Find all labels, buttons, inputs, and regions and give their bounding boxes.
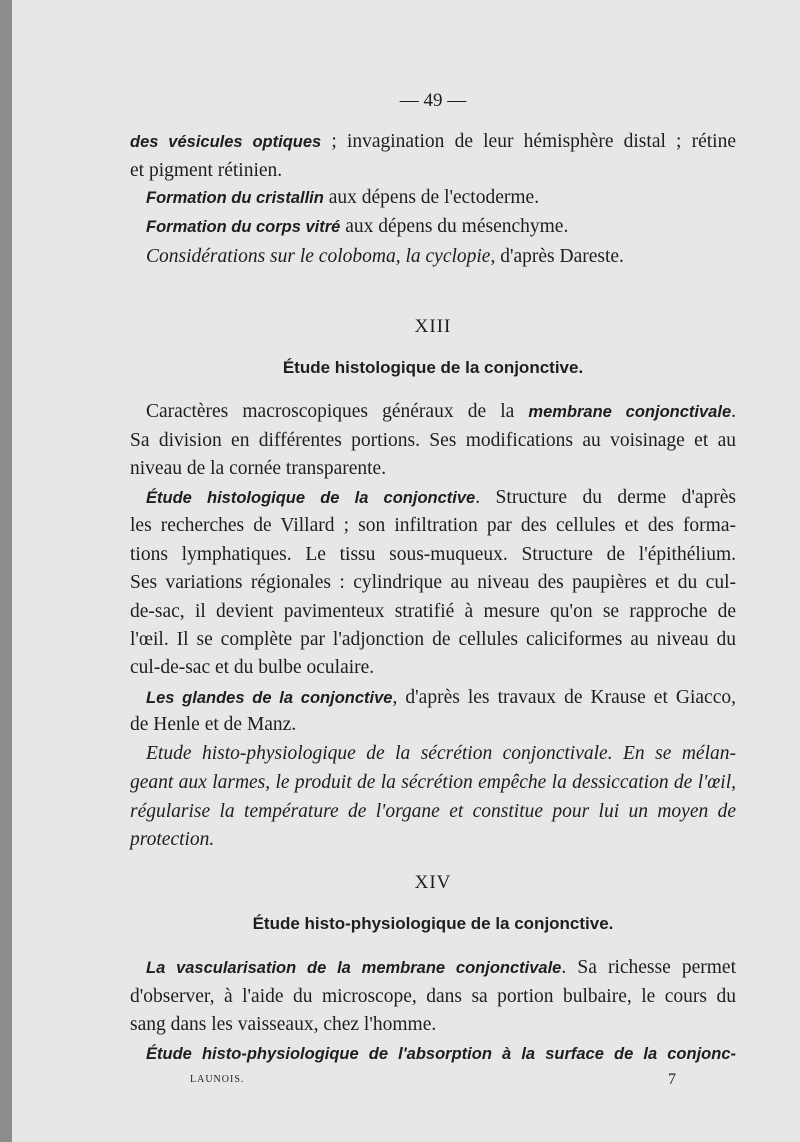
text-line: l'œil. Il se complète par l'adjonction de cellules caliciformes au niveau du	[130, 629, 736, 650]
text-run: . Structure du derme d'après	[475, 487, 736, 508]
text-line: tions lymphatiques. Le tissu sous-muqueux. Structure de l'épithélium.	[130, 544, 736, 565]
italic-term: Considérations sur le coloboma, la cyclopie	[146, 246, 491, 267]
text-line	[130, 400, 736, 424]
text-line: Sa division en différentes portions. Ses modifications au voisinage et au	[130, 430, 736, 451]
section-title: Étude histologique de la conjonctive.	[282, 358, 584, 377]
section-number: XIV	[414, 872, 452, 893]
bold-italic-term: Étude histologique de la conjonctive	[146, 489, 476, 507]
section-number: XIII	[414, 316, 452, 337]
text-run: , d'après Dareste.	[490, 246, 624, 267]
bold-italic-term: Formation du corps vitré	[146, 218, 341, 236]
text-line: de Henle et de Manz.	[130, 714, 297, 735]
text-line: geant aux larmes, le produit de la sécrétion empêche la dessiccation de l'œil,	[130, 772, 736, 793]
bold-italic-term: Formation du cristallin	[146, 189, 324, 207]
bold-italic-term: Les glandes de la conjonctive	[146, 689, 393, 707]
text-run: ; invagination de leur hémisphère distal ; rétine	[321, 131, 737, 152]
text-run: , d'après les travaux de Krause et Giacco,	[392, 687, 736, 708]
text-line: et pigment rétinien.	[130, 160, 283, 181]
text-line: Étude histo-physiologique de l'absorption à la surface de la conjonc-	[146, 1045, 736, 1063]
text-line: cul-de-sac et du bulbe oculaire.	[130, 657, 375, 678]
bold-italic-term: membrane conjonctivale	[528, 403, 732, 421]
text-run: Caractères macroscopiques généraux de la	[146, 401, 529, 422]
text-line: régularise la température de l'organe et constitue pour lui un moyen de	[130, 801, 736, 822]
text-line: de-sac, il devient pavimenteux stratifié à mesure qu'on se rapproche de	[130, 601, 736, 622]
text-line: protection.	[130, 829, 215, 850]
text-line	[130, 486, 736, 510]
text-line: niveau de la cornée transparente.	[130, 458, 387, 479]
text-line	[130, 130, 736, 154]
text-line	[130, 215, 736, 239]
section-title: Étude histo-physiologique de la conjonctive.	[252, 914, 614, 933]
text-run: . Sa richesse permet	[561, 957, 736, 978]
text-run: aux dépens du mésenchyme.	[340, 216, 569, 237]
text-run: aux dépens de l'ectoderme.	[323, 187, 540, 208]
sheet-number: 7	[668, 1071, 676, 1088]
text-line: les recherches de Villard ; son infiltration par des cellules et des forma-	[130, 515, 736, 536]
page-number: — 49 —	[399, 90, 467, 111]
text-line: sang dans les vaisseaux, chez l'homme.	[130, 1014, 437, 1035]
text-line: Etude histo-physiologique de la sécrétion conjonctivale. En se mélan-	[146, 743, 736, 764]
bold-italic-term: La vascularisation de la membrane conjonctivale	[146, 959, 562, 977]
text-line	[130, 186, 736, 210]
text-line: d'observer, à l'aide du microscope, dans sa portion bulbaire, le cours du	[130, 986, 736, 1007]
text-run: .	[731, 401, 736, 422]
text-line	[130, 245, 736, 269]
text-line	[130, 686, 736, 710]
text-line: Ses variations régionales : cylindrique au niveau des paupières et du cul-	[130, 572, 736, 593]
bold-italic-term: des vésicules optiques	[130, 133, 322, 151]
printer-signature: LAUNOIS.	[190, 1074, 245, 1085]
text-line	[130, 956, 736, 980]
book-page	[12, 0, 800, 1142]
